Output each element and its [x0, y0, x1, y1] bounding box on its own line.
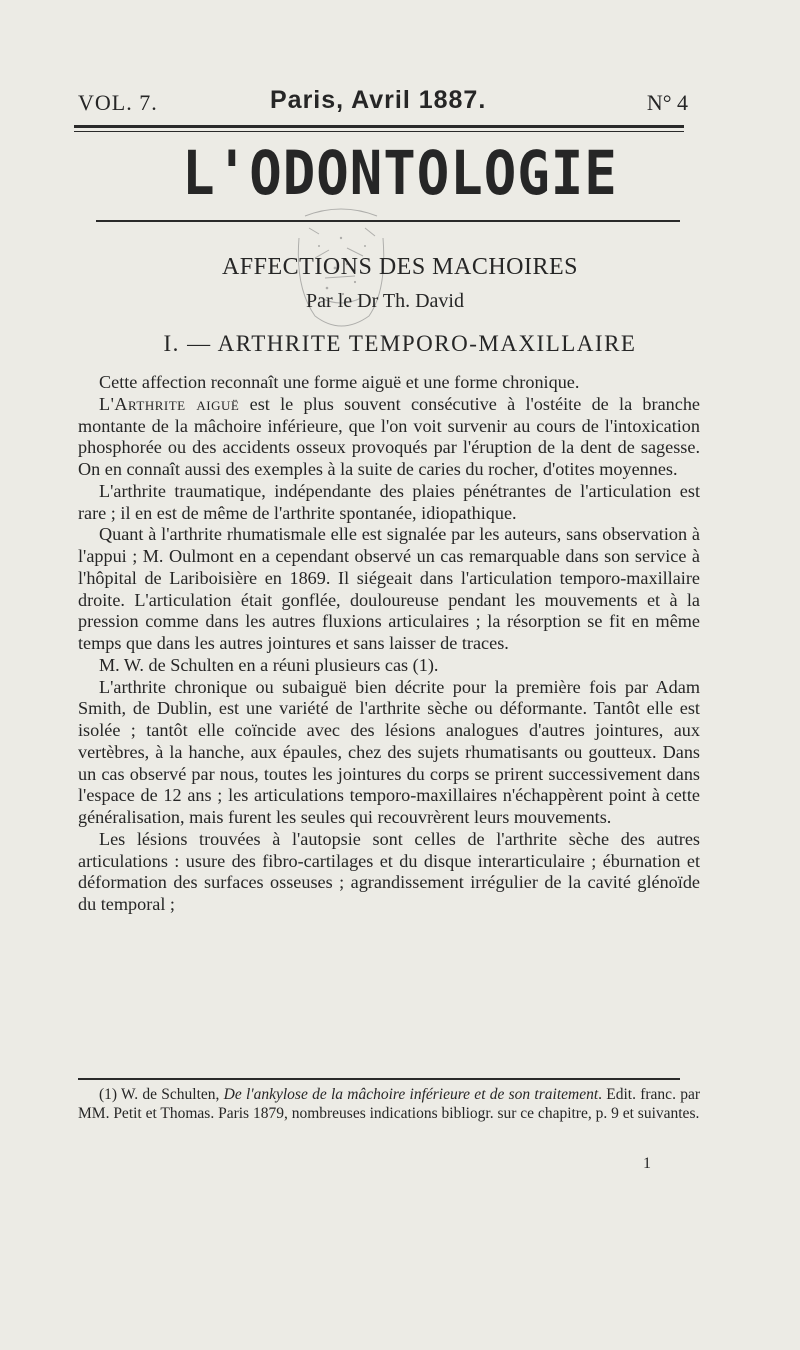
lead-term: L'Arthrite aiguë	[99, 393, 240, 414]
footnote-text	[78, 1085, 700, 1123]
footnote	[78, 1085, 700, 1123]
paragraph-schulten: M. W. de Schulten en a réuni plusieurs cas (1).	[99, 654, 439, 675]
paragraph-text: est le plus souvent consécutive à l'ostéite de la branche montante de la mâchoire inférieure, que l'on voit survenir au cours de l'intoxication phosphorée ou des accidents osseux provoqués par l'éruption de la dent de sagesse. On en connaît aussi des exemples à la suite de caries du rocher, d'otites moyennes.	[78, 393, 700, 479]
paragraph-lesions: Les lésions trouvées à l'autopsie sont celles de l'arthrite sèche des autres articulations : usure des fibro-cartilages et du disque interarticulaire ; éburnation et déformation des surfaces osseuses ; agrandissement irrégulier de la cavité glénoïde du temporal ;	[78, 828, 700, 914]
article-title: AFFECTIONS DES MACHOIRES	[221, 254, 579, 280]
article-body	[78, 372, 700, 916]
footnote-work-title: De l'ankylose de la mâchoire inférieure et de son traitement	[223, 1086, 599, 1103]
paragraph-intro: Cette affection reconnaît une forme aiguë et une forme chronique.	[99, 372, 580, 392]
header-rule-thin	[74, 131, 684, 132]
footnote-marker: (1) W. de Schulten,	[99, 1086, 224, 1103]
footnote-rule	[78, 1078, 680, 1080]
paragraph-chronique: L'arthrite chronique ou subaiguë bien décrite pour la première fois par Adam Smith, de Dublin, est une variété de l'arthrite sèche ou déformante. Tantôt elle est isolée ; tantôt elle coïncide avec des lésions analogues d'autres jointures, aux vertèbres, à la hanche, aux épaules, chez des sujets rhumatisants ou goutteux. Dans un cas observé par nous, toutes les jointures du corps se prirent successivement dans l'espace de 12 ans ; les articulations temporo-maxillaires n'échappèrent point à cette généralisation, mais furent les seules qui recouvrèrent leurs mouvements.	[78, 676, 700, 827]
paragraph-traumatique: L'arthrite traumatique, indépendante des plaies pénétrantes de l'articulation est rare ; il en est de même de l'arthrite spontanée, idiopathique.	[78, 480, 700, 523]
section-heading: I. — ARTHRITE TEMPORO-MAXILLAIRE	[163, 331, 637, 356]
journal-title: L'ODONTOLOGIE	[182, 138, 618, 209]
running-header	[78, 86, 700, 120]
page-number: 1	[643, 1155, 651, 1172]
paragraph-arthrite-aigue	[78, 394, 700, 481]
volume-label: VOL. 7.	[78, 90, 158, 115]
issue-date: Paris, Avril 1887.	[270, 86, 487, 114]
footnote-rest: . Edit. franc. par MM. Petit et Thomas. Paris 1879, nombreuses indications bibliogr. sur ce chapitre, p. 9 et suivantes.	[78, 1086, 700, 1122]
paragraph-rhumatismale: Quant à l'arthrite rhumatismale elle est signalée par les auteurs, sans observation à l'appui ; M. Oulmont en a cependant observé un cas remarquable dans son service à l'hôpital de Lariboisière en 1869. Il siégeait dans l'articulation temporo-maxillaire droite. L'articulation était gonflée, douloureuse pendant les mouvements et à la pression comme dans les autres fluxions articulaires ; la résorption se fit en même temps que dans les autres jointures et sans laisser de traces.	[78, 524, 700, 653]
issue-number: N° 4	[646, 90, 688, 115]
header-rule	[74, 125, 684, 128]
article-author: Par le Dr Th. David	[306, 290, 464, 312]
